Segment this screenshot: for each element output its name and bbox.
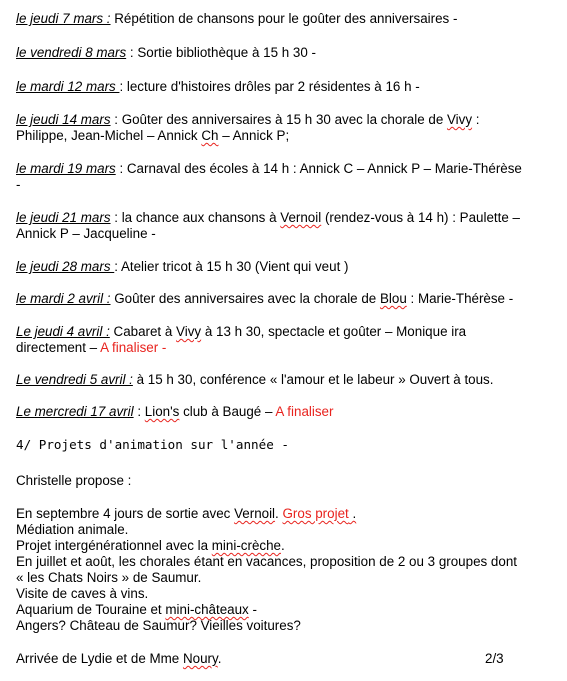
project-text: En septembre 4 jours de sortie avec: [16, 506, 235, 521]
entry-text: à 13 h 30, spectacle et goûter – Monique ira: [201, 324, 467, 339]
entry-date: le jeudi 28 mars: [16, 259, 115, 274]
spellcheck-word: mini-crèche: [211, 538, 281, 553]
schedule-entry: [16, 11, 457, 27]
entry-text: Goûter des anniversaires avec la chorale de: [110, 291, 380, 306]
entry-text: : Marie-Thérèse -: [406, 291, 514, 306]
schedule-entry: [16, 161, 522, 177]
project-line: Angers? Château de Saumur? Vieilles voitures?: [16, 618, 301, 633]
entry-text: Philippe, Jean-Michel – Annick: [16, 128, 202, 143]
schedule-entry: [16, 45, 316, 61]
schedule-entry: [16, 372, 493, 388]
entry-text: :: [472, 112, 480, 127]
entry-text: Cabaret à: [109, 324, 177, 339]
spellcheck-word: Vivy: [176, 324, 202, 339]
entry-text: : Sortie bibliothèque à 15 h 30 -: [126, 45, 316, 60]
schedule-entry: [16, 210, 520, 226]
project-text: .: [280, 538, 285, 553]
entry-text: : Atelier tricot à 15 h 30 (Vient qui veut ): [114, 259, 349, 274]
entry-text: Répétition de chansons pour le goûter des anniversaires -: [110, 11, 458, 26]
entry-date: le mardi 12 mars: [16, 79, 120, 94]
spellcheck-word: Blou: [379, 291, 407, 306]
entry-text: directement –: [16, 340, 101, 355]
spellcheck-word: Vernoil: [280, 210, 322, 225]
project-line: En juillet et août, les chorales étant en vacances, proposition de 2 ou 3 groupes dont: [16, 554, 517, 569]
schedule-entry: [16, 112, 480, 128]
entry-text: (rendez-vous à 14 h) : Paulette –: [321, 210, 520, 225]
entry-text: -: [16, 177, 21, 192]
project-line: [16, 602, 257, 618]
spellcheck-word: Vernoil: [234, 506, 276, 521]
schedule-entry: [16, 404, 333, 420]
status-note: A finaliser: [275, 404, 334, 419]
entry-date: le jeudi 21 mars: [16, 210, 111, 225]
entry-text: : Goûter des anniversaires à 15 h 30 avec la chorale de: [110, 112, 447, 127]
intro-text: Christelle propose :: [16, 473, 132, 488]
entry-date: le vendredi 8 mars: [16, 45, 127, 60]
project-line: [16, 538, 285, 554]
project-line: « les Chats Noirs » de Saumur.: [16, 570, 202, 585]
project-line: Médiation animale.: [16, 522, 129, 537]
project-text: .: [275, 506, 283, 521]
schedule-entry-continuation: [16, 226, 156, 242]
arrival-note: [16, 651, 221, 667]
project-text: -: [248, 602, 257, 617]
schedule-entry-continuation: [16, 340, 166, 356]
spellcheck-word: Noury: [182, 651, 218, 666]
page-number: 2/3: [485, 651, 504, 666]
project-line: [16, 506, 356, 522]
entry-text: à 15 h 30, conférence « l'amour et le labeur » Ouvert à tous.: [132, 372, 494, 387]
entry-text: club à Baugé –: [179, 404, 276, 419]
entry-date: le mardi 19 mars: [16, 161, 116, 176]
project-text: Aquarium de Touraine et: [16, 602, 166, 617]
section-heading: 4/ Projets d'animation sur l'année -: [16, 437, 289, 452]
schedule-entry: [16, 291, 513, 307]
project-line: Visite de caves à vins.: [16, 586, 149, 601]
arrival-text: .: [217, 651, 222, 666]
entry-date: Le jeudi 4 avril :: [16, 324, 110, 339]
status-note: A finaliser -: [100, 340, 167, 355]
schedule-entry: [16, 259, 348, 275]
entry-date: Le vendredi 5 avril :: [16, 372, 133, 387]
status-note: Gros projet: [282, 506, 349, 521]
entry-text: :: [133, 404, 145, 419]
entry-text: : Carnaval des écoles à 14 h : Annick C – Annick P – Marie-Thérèse: [115, 161, 522, 176]
schedule-entry: [16, 324, 466, 340]
spellcheck-word: mini-châteaux: [165, 602, 249, 617]
spellcheck-word: Lion's: [144, 404, 180, 419]
entry-text: : lecture d'histoires drôles par 2 résidentes à 16 h -: [119, 79, 420, 94]
entry-text: – Annick P;: [218, 128, 290, 143]
entry-text: : la chance aux chansons à: [110, 210, 281, 225]
project-text: Projet intergénérationnel avec la: [16, 538, 212, 553]
entry-date: le jeudi 7 mars :: [16, 11, 111, 26]
schedule-entry-continuation: [16, 177, 20, 193]
entry-date: le mardi 2 avril :: [16, 291, 111, 306]
entry-text: Annick P – Jacqueline -: [16, 226, 156, 241]
project-text: .: [348, 506, 357, 521]
schedule-entry: [16, 79, 420, 95]
arrival-text: Arrivée de Lydie et de Mme: [16, 651, 183, 666]
spellcheck-word: Ch: [201, 128, 219, 143]
entry-date: Le mercredi 17 avril: [16, 404, 134, 419]
schedule-entry-continuation: [16, 128, 289, 144]
spellcheck-word: Vivy: [446, 112, 473, 127]
entry-date: le jeudi 14 mars: [16, 112, 111, 127]
